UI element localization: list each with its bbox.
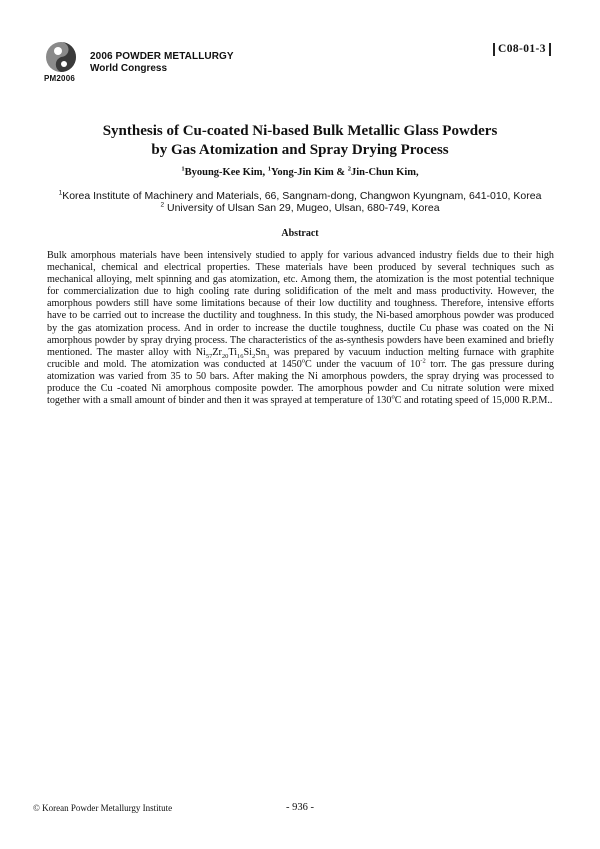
abstract-heading: Abstract [281, 228, 319, 239]
author-name: Yong-Jin Kim [270, 167, 334, 178]
author-list [0, 167, 600, 178]
abstract-text: C under the vacuum of 10 [305, 358, 421, 370]
alloy-subscript: 16 [237, 352, 244, 360]
author-affil-mark: 1 [181, 165, 185, 173]
alloy-subscript: 57 [205, 352, 213, 360]
exponent: -2 [420, 357, 426, 365]
code-right-bar [549, 43, 551, 56]
alloy-subscript: 20 [221, 352, 229, 360]
alloy-element: Si [243, 346, 252, 358]
author-affil-mark: 2 [347, 165, 351, 173]
alloy-element: Ti [228, 346, 238, 358]
alloy-subscript: 3 [265, 352, 270, 360]
code-left-bar [493, 43, 495, 56]
alloy-subscript: 2 [252, 352, 256, 360]
alloy-element: Sn [255, 346, 266, 358]
conference-name-line: World Congress [90, 63, 168, 74]
alloy-formula [196, 347, 270, 358]
affiliation-mark: 1 [58, 189, 63, 197]
logo-label: PM2006 [44, 74, 75, 83]
abstract-text: C and rotating speed of 15,000 R.P.M.. [394, 395, 553, 407]
conference-year-line: 2006 POWDER METALLURGY [90, 51, 234, 62]
affiliation-1 [0, 190, 600, 202]
swirl-logo-icon [44, 40, 78, 74]
paper-title-line-2: by Gas Atomization and Spray Drying Process [151, 142, 449, 158]
affiliation-mark: 2 [160, 201, 165, 209]
footer-copyright: © Korean Powder Metallurgy Institute [33, 803, 173, 813]
paper-code: C08-01-3 [498, 43, 546, 55]
page-number: - 936 - [286, 802, 314, 813]
degree-mark: o [301, 357, 306, 365]
abstract-paragraph [47, 250, 554, 407]
paper-title-line-1: Synthesis of Cu-coated Ni-based Bulk Metallic Glass Powders [102, 123, 498, 139]
author-name: Jin-Chun Kim, [350, 167, 419, 178]
affiliation-text: University of Ulsan San 29, Mugeo, Ulsan, 680-749, Korea [164, 202, 440, 214]
author-separator: & [333, 167, 348, 178]
author-name: Byoung-Kee Kim, [184, 167, 266, 178]
abstract-body [47, 250, 554, 407]
abstract-text: torr. The gas pressure during atomization was varied from 35 to 50 bars. After making the Ni amorphous powders, the spray drying was processed to produce the Cu -coated Ni amorphous composite powder. The amorphous powder and Cu nitrate solution were mixed together with a small amount of binder and then it was sprayed at temperature of 130 [47, 358, 554, 407]
paper-code-box [493, 42, 551, 56]
degree-mark: o [391, 393, 395, 401]
alloy-element: Zr [212, 346, 222, 358]
alloy-element: Ni [195, 346, 206, 358]
affiliation-text: Korea Institute of Machinery and Materials, 66, Sangnam-dong, Changwon Kyungnam, 641-010, Korea [62, 190, 542, 202]
affiliation-2 [0, 202, 600, 214]
abstract-text: Bulk amorphous materials have been intensively studied to apply for various advanced industry fields due to their high mechanical, chemical and electrical properties. These materials have been produced by several techniques such as mechanical alloying, melt spinning and gas atomization, etc. Among them, the atomization is the most potential technique for commercialization due to high cooling rate during solidification of the melt and mass productivity. However, the amorphous powders still have some limitations because of their low ductility and toughness. Therefore, intensive efforts have to be carried out to increase the ductility and toughness. In this study, the Ni-based amorphous powder was produced by the gas atomization process. And in order to increase the ductile toughness, ductile Cu phase was coated on the Ni amorphous powder by spray drying process. The characteristics of the as-synthesis powders have been examined and briefly mentioned. The master alloy with [47, 250, 554, 358]
abstract-text: was prepared by vacuum induction melting furnace with graphite crucible and mold. The atomization was conducted at 1450 [47, 346, 554, 370]
author-affil-mark: 1 [267, 165, 271, 173]
